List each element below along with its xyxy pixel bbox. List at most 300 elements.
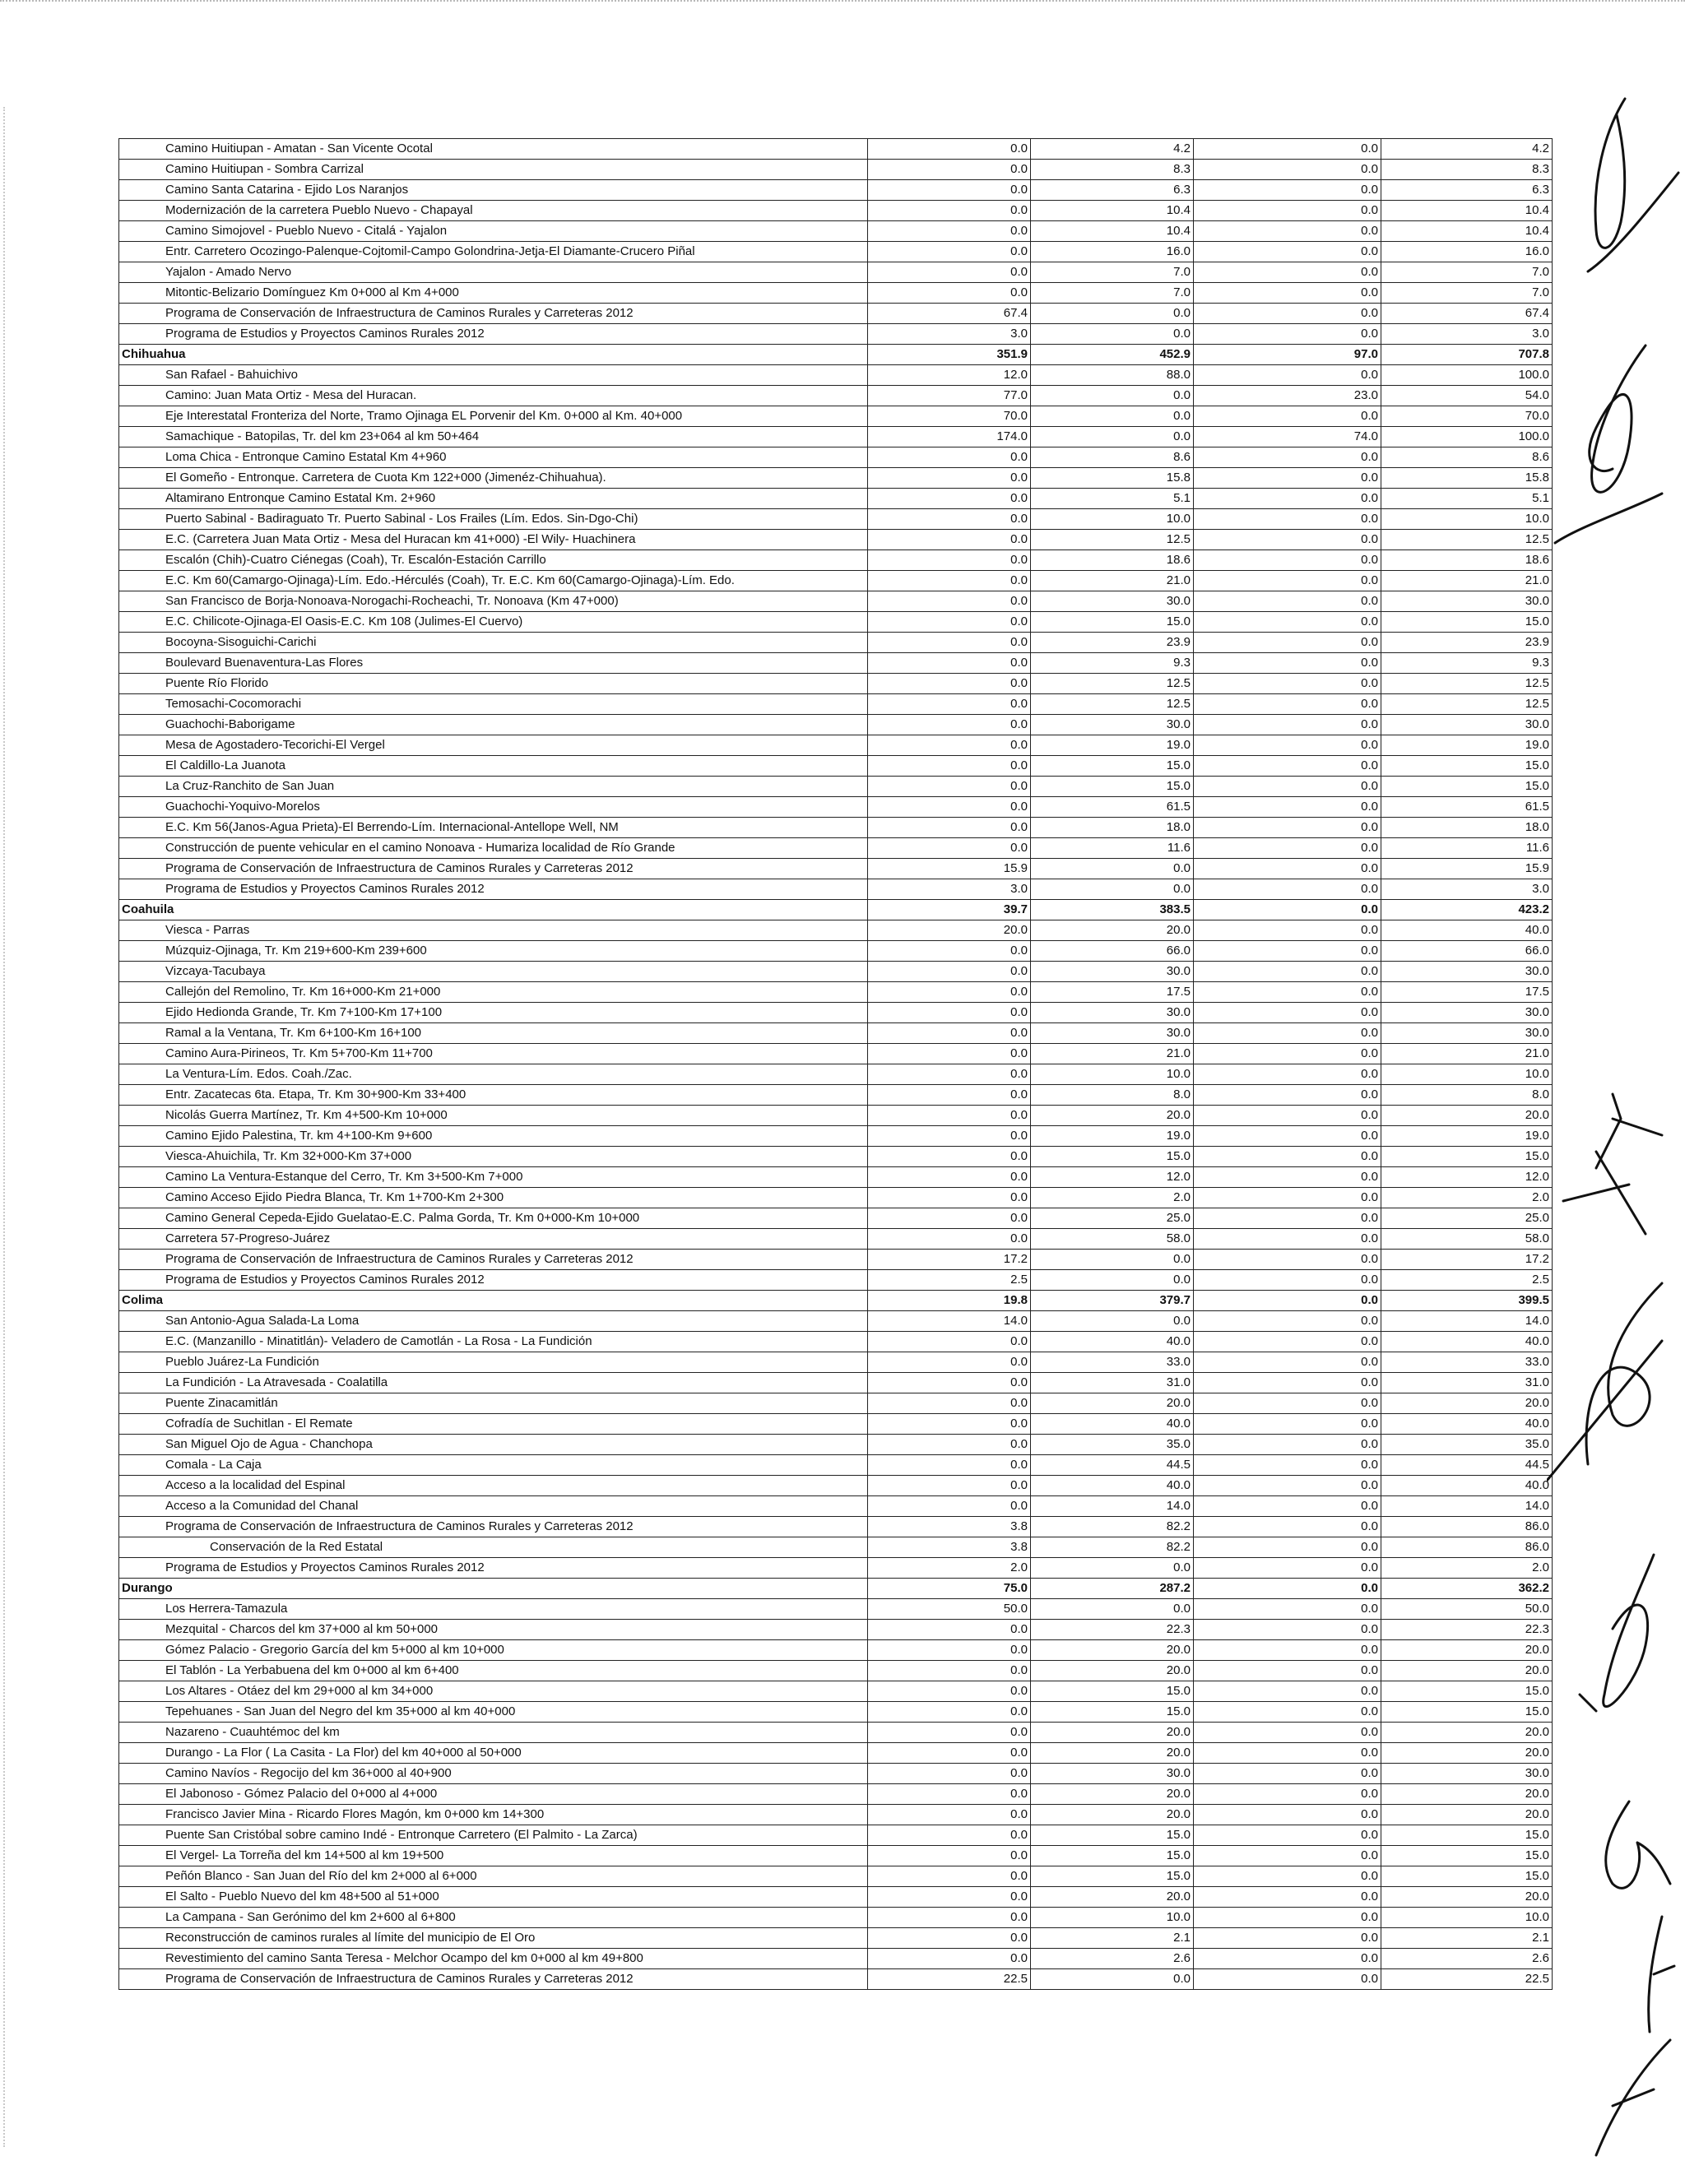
project-name-cell: Eje Interestatal Fronteriza del Norte, Tramo Ojinaga EL Porvenir del Km. 0+000 al Km. 40+000: [119, 406, 868, 427]
project-name-cell: Camino Huitiupan - Amatan - San Vicente Ocotal: [119, 139, 868, 160]
amount-cell-col4: 30.0: [1381, 1764, 1553, 1784]
amount-cell-col3: 0.0: [1194, 1496, 1381, 1517]
amount-cell-col1: 0.0: [868, 1393, 1031, 1414]
amount-cell-col3: 0.0: [1194, 1805, 1381, 1825]
table-row: [119, 1085, 1553, 1106]
amount-cell-col1: 0.0: [868, 633, 1031, 653]
amount-cell-col1: 0.0: [868, 1866, 1031, 1887]
amount-cell-col1: 0.0: [868, 1887, 1031, 1908]
amount-cell-col2: 14.0: [1031, 1496, 1194, 1517]
project-name-cell: E.C. (Carretera Juan Mata Ortiz - Mesa del Huracan km 41+000) -El Wily- Huachinera: [119, 530, 868, 550]
table-row: [119, 1928, 1553, 1949]
amount-cell-col1: 0.0: [868, 1229, 1031, 1250]
amount-cell-col3: 0.0: [1194, 962, 1381, 982]
amount-cell-col1: 0.0: [868, 694, 1031, 715]
amount-cell-col1: 0.0: [868, 1023, 1031, 1044]
project-name-cell: Vizcaya-Tacubaya: [119, 962, 868, 982]
amount-cell-col1: 0.0: [868, 1167, 1031, 1188]
amount-cell-col2: 10.4: [1031, 221, 1194, 242]
project-name-cell: Guachochi-Baborigame: [119, 715, 868, 735]
table-body: [119, 139, 1553, 1990]
amount-cell-col1: 0.0: [868, 756, 1031, 777]
amount-cell-col4: 22.3: [1381, 1620, 1553, 1640]
table-row: [119, 1229, 1553, 1250]
amount-cell-col3: 74.0: [1194, 427, 1381, 447]
amount-cell-col2: 2.6: [1031, 1949, 1194, 1969]
table-row: [119, 468, 1553, 489]
signature-3-icon: [1563, 1094, 1662, 1234]
amount-cell-col3: 0.0: [1194, 1599, 1381, 1620]
amount-cell-col2: 25.0: [1031, 1208, 1194, 1229]
amount-cell-col4: 12.5: [1381, 674, 1553, 694]
amount-cell-col2: 61.5: [1031, 797, 1194, 818]
table-row: [119, 1126, 1553, 1147]
amount-cell-col4: 54.0: [1381, 386, 1553, 406]
amount-cell-col4: 15.0: [1381, 756, 1553, 777]
project-name-cell: Carretera 57-Progreso-Juárez: [119, 1229, 868, 1250]
amount-cell-col1: 0.0: [868, 1805, 1031, 1825]
project-name-cell: Puerto Sabinal - Badiraguato Tr. Puerto Sabinal - Los Frailes (Lím. Edos. Sin-Dgo-Chi): [119, 509, 868, 530]
amount-cell-col2: 15.8: [1031, 468, 1194, 489]
amount-cell-col4: 19.0: [1381, 1126, 1553, 1147]
amount-cell-col4: 20.0: [1381, 1640, 1553, 1661]
amount-cell-col2: 20.0: [1031, 1784, 1194, 1805]
amount-cell-col2: 12.0: [1031, 1167, 1194, 1188]
amount-cell-col2: 20.0: [1031, 1723, 1194, 1743]
amount-cell-col3: 0.0: [1194, 1825, 1381, 1846]
amount-cell-col4: 17.5: [1381, 982, 1553, 1003]
state-total-row: [119, 1291, 1553, 1311]
amount-cell-col2: 21.0: [1031, 1044, 1194, 1064]
amount-cell-col1: 0.0: [868, 1846, 1031, 1866]
amount-cell-col2: 16.0: [1031, 242, 1194, 262]
amount-cell-col2: 82.2: [1031, 1517, 1194, 1537]
amount-cell-col2: 12.5: [1031, 694, 1194, 715]
project-name-cell: Programa de Conservación de Infraestructura de Caminos Rurales y Carreteras 2012: [119, 304, 868, 324]
table-row: [119, 715, 1553, 735]
table-row: [119, 1681, 1553, 1702]
amount-cell-col2: 7.0: [1031, 283, 1194, 304]
project-name-cell: Camino: Juan Mata Ortiz - Mesa del Huracan.: [119, 386, 868, 406]
amount-cell-col2: 15.0: [1031, 1702, 1194, 1723]
amount-cell-col3: 0.0: [1194, 1455, 1381, 1476]
project-name-cell: Boulevard Buenaventura-Las Flores: [119, 653, 868, 674]
amount-cell-col2: 30.0: [1031, 962, 1194, 982]
amount-cell-col3: 0.0: [1194, 1373, 1381, 1393]
project-name-cell: El Vergel- La Torreña del km 14+500 al km 19+500: [119, 1846, 868, 1866]
amount-cell-col3: 0.0: [1194, 1620, 1381, 1640]
amount-cell-col4: 19.0: [1381, 735, 1553, 756]
amount-cell-col4: 40.0: [1381, 1332, 1553, 1352]
amount-cell-col3: 0.0: [1194, 1332, 1381, 1352]
project-name-cell: Modernización de la carretera Pueblo Nuevo - Chapayal: [119, 201, 868, 221]
amount-cell-col2: 383.5: [1031, 900, 1194, 920]
amount-cell-col4: 20.0: [1381, 1106, 1553, 1126]
amount-cell-col3: 0.0: [1194, 612, 1381, 633]
amount-cell-col4: 50.0: [1381, 1599, 1553, 1620]
amount-cell-col2: 12.5: [1031, 530, 1194, 550]
table-row: [119, 1825, 1553, 1846]
amount-cell-col3: 0.0: [1194, 1085, 1381, 1106]
amount-cell-col3: 0.0: [1194, 571, 1381, 591]
amount-cell-col2: 15.0: [1031, 756, 1194, 777]
amount-cell-col1: 0.0: [868, 1373, 1031, 1393]
table-row: [119, 612, 1553, 633]
amount-cell-col1: 0.0: [868, 1681, 1031, 1702]
amount-cell-col1: 0.0: [868, 1496, 1031, 1517]
amount-cell-col1: 0.0: [868, 1825, 1031, 1846]
amount-cell-col3: 0.0: [1194, 879, 1381, 900]
amount-cell-col2: 0.0: [1031, 1599, 1194, 1620]
table-row: [119, 1723, 1553, 1743]
amount-cell-col3: 0.0: [1194, 1188, 1381, 1208]
amount-cell-col4: 423.2: [1381, 900, 1553, 920]
table-row: [119, 1064, 1553, 1085]
table-row: [119, 447, 1553, 468]
table-row: [119, 365, 1553, 386]
amount-cell-col1: 0.0: [868, 262, 1031, 283]
table-row: [119, 427, 1553, 447]
amount-cell-col1: 67.4: [868, 304, 1031, 324]
amount-cell-col4: 33.0: [1381, 1352, 1553, 1373]
amount-cell-col1: 0.0: [868, 1764, 1031, 1784]
table-row: [119, 777, 1553, 797]
amount-cell-col3: 0.0: [1194, 221, 1381, 242]
state-name-cell: Colima: [119, 1291, 868, 1311]
table-row: [119, 304, 1553, 324]
project-name-cell: Ejido Hedionda Grande, Tr. Km 7+100-Km 17+100: [119, 1003, 868, 1023]
project-name-cell: Programa de Conservación de Infraestructura de Caminos Rurales y Carreteras 2012: [119, 859, 868, 879]
project-name-cell: Camino Santa Catarina - Ejido Los Naranjos: [119, 180, 868, 201]
project-name-cell: Viesca - Parras: [119, 920, 868, 941]
table-row: [119, 920, 1553, 941]
amount-cell-col3: 0.0: [1194, 1908, 1381, 1928]
project-name-cell: Peñón Blanco - San Juan del Río del km 2+000 al 6+000: [119, 1866, 868, 1887]
amount-cell-col4: 399.5: [1381, 1291, 1553, 1311]
amount-cell-col2: 10.0: [1031, 509, 1194, 530]
amount-cell-col2: 15.0: [1031, 1147, 1194, 1167]
amount-cell-col3: 0.0: [1194, 1640, 1381, 1661]
project-name-cell: Nicolás Guerra Martínez, Tr. Km 4+500-Km 10+000: [119, 1106, 868, 1126]
table-row: [119, 1908, 1553, 1928]
amount-cell-col3: 0.0: [1194, 1208, 1381, 1229]
amount-cell-col3: 0.0: [1194, 1393, 1381, 1414]
project-name-cell: Nazareno - Cuauhtémoc del km: [119, 1723, 868, 1743]
amount-cell-col4: 30.0: [1381, 962, 1553, 982]
amount-cell-col3: 0.0: [1194, 283, 1381, 304]
amount-cell-col2: 6.3: [1031, 180, 1194, 201]
amount-cell-col4: 18.0: [1381, 818, 1553, 838]
scan-edge-top: [0, 0, 1685, 7]
amount-cell-col3: 0.0: [1194, 242, 1381, 262]
amount-cell-col3: 0.0: [1194, 530, 1381, 550]
amount-cell-col3: 0.0: [1194, 715, 1381, 735]
amount-cell-col2: 2.1: [1031, 1928, 1194, 1949]
amount-cell-col1: 0.0: [868, 1085, 1031, 1106]
amount-cell-col3: 0.0: [1194, 1229, 1381, 1250]
amount-cell-col4: 100.0: [1381, 427, 1553, 447]
amount-cell-col2: 0.0: [1031, 406, 1194, 427]
amount-cell-col1: 77.0: [868, 386, 1031, 406]
project-name-cell: Guachochi-Yoquivo-Morelos: [119, 797, 868, 818]
amount-cell-col2: 0.0: [1031, 304, 1194, 324]
amount-cell-col1: 3.8: [868, 1537, 1031, 1558]
amount-cell-col1: 0.0: [868, 530, 1031, 550]
amount-cell-col3: 0.0: [1194, 550, 1381, 571]
table-row: [119, 633, 1553, 653]
amount-cell-col2: 30.0: [1031, 1764, 1194, 1784]
amount-cell-col3: 0.0: [1194, 674, 1381, 694]
amount-cell-col3: 0.0: [1194, 324, 1381, 345]
amount-cell-col2: 15.0: [1031, 1681, 1194, 1702]
amount-cell-col1: 0.0: [868, 1188, 1031, 1208]
amount-cell-col3: 0.0: [1194, 920, 1381, 941]
amount-cell-col2: 20.0: [1031, 1805, 1194, 1825]
project-name-cell: Conservación de la Red Estatal: [119, 1537, 868, 1558]
table-row: [119, 1147, 1553, 1167]
project-name-cell: Camino Navíos - Regocijo del km 36+000 al 40+900: [119, 1764, 868, 1784]
amount-cell-col1: 0.0: [868, 1435, 1031, 1455]
amount-cell-col1: 0.0: [868, 1928, 1031, 1949]
amount-cell-col2: 18.6: [1031, 550, 1194, 571]
project-name-cell: Yajalon - Amado Nervo: [119, 262, 868, 283]
amount-cell-col2: 0.0: [1031, 1250, 1194, 1270]
table-row: [119, 139, 1553, 160]
table-row: [119, 1167, 1553, 1188]
project-name-cell: La Cruz-Ranchito de San Juan: [119, 777, 868, 797]
amount-cell-col2: 0.0: [1031, 859, 1194, 879]
amount-cell-col1: 0.0: [868, 468, 1031, 489]
amount-cell-col4: 12.0: [1381, 1167, 1553, 1188]
amount-cell-col4: 23.9: [1381, 633, 1553, 653]
amount-cell-col4: 86.0: [1381, 1537, 1553, 1558]
amount-cell-col4: 21.0: [1381, 571, 1553, 591]
table-row: [119, 1332, 1553, 1352]
table-row: [119, 1661, 1553, 1681]
table-row: [119, 1764, 1553, 1784]
amount-cell-col1: 14.0: [868, 1311, 1031, 1332]
amount-cell-col3: 0.0: [1194, 489, 1381, 509]
amount-cell-col1: 75.0: [868, 1579, 1031, 1599]
project-name-cell: Durango - La Flor ( La Casita - La Flor) del km 40+000 al 50+000: [119, 1743, 868, 1764]
amount-cell-col4: 8.3: [1381, 160, 1553, 180]
amount-cell-col4: 61.5: [1381, 797, 1553, 818]
project-name-cell: Programa de Conservación de Infraestructura de Caminos Rurales y Carreteras 2012: [119, 1517, 868, 1537]
amount-cell-col3: 0.0: [1194, 1003, 1381, 1023]
amount-cell-col3: 0.0: [1194, 1681, 1381, 1702]
amount-cell-col4: 30.0: [1381, 715, 1553, 735]
amount-cell-col1: 0.0: [868, 1476, 1031, 1496]
state-total-row: [119, 1579, 1553, 1599]
amount-cell-col2: 379.7: [1031, 1291, 1194, 1311]
amount-cell-col1: 0.0: [868, 1147, 1031, 1167]
project-name-cell: Reconstrucción de caminos rurales al límite del municipio de El Oro: [119, 1928, 868, 1949]
amount-cell-col1: 0.0: [868, 201, 1031, 221]
amount-cell-col3: 0.0: [1194, 1126, 1381, 1147]
amount-cell-col1: 0.0: [868, 674, 1031, 694]
table-row: [119, 1003, 1553, 1023]
project-name-cell: Camino Huitiupan - Sombra Carrizal: [119, 160, 868, 180]
amount-cell-col1: 0.0: [868, 509, 1031, 530]
amount-cell-col3: 0.0: [1194, 1517, 1381, 1537]
amount-cell-col1: 19.8: [868, 1291, 1031, 1311]
amount-cell-col3: 0.0: [1194, 1723, 1381, 1743]
amount-cell-col2: 15.0: [1031, 1825, 1194, 1846]
amount-cell-col3: 0.0: [1194, 633, 1381, 653]
amount-cell-col2: 88.0: [1031, 365, 1194, 386]
amount-cell-col4: 15.0: [1381, 1702, 1553, 1723]
table-row: [119, 1784, 1553, 1805]
amount-cell-col1: 0.0: [868, 447, 1031, 468]
amount-cell-col4: 3.0: [1381, 879, 1553, 900]
amount-cell-col1: 3.0: [868, 879, 1031, 900]
amount-cell-col3: 0.0: [1194, 859, 1381, 879]
amount-cell-col4: 17.2: [1381, 1250, 1553, 1270]
amount-cell-col3: 0.0: [1194, 1291, 1381, 1311]
amount-cell-col3: 0.0: [1194, 1949, 1381, 1969]
amount-cell-col1: 3.0: [868, 324, 1031, 345]
amount-cell-col4: 67.4: [1381, 304, 1553, 324]
handwritten-signatures: [1547, 82, 1685, 2180]
project-name-cell: Bocoyna-Sisoguichi-Carichi: [119, 633, 868, 653]
table-row: [119, 201, 1553, 221]
table-row: [119, 1250, 1553, 1270]
state-total-row: [119, 345, 1553, 365]
amount-cell-col2: 0.0: [1031, 879, 1194, 900]
amount-cell-col1: 0.0: [868, 160, 1031, 180]
table-row: [119, 818, 1553, 838]
amount-cell-col2: 35.0: [1031, 1435, 1194, 1455]
amount-cell-col3: 0.0: [1194, 1311, 1381, 1332]
amount-cell-col1: 0.0: [868, 1208, 1031, 1229]
amount-cell-col4: 20.0: [1381, 1723, 1553, 1743]
project-name-cell: La Fundición - La Atravesada - Coalatilla: [119, 1373, 868, 1393]
table-row: [119, 324, 1553, 345]
amount-cell-col1: 12.0: [868, 365, 1031, 386]
amount-cell-col3: 0.0: [1194, 180, 1381, 201]
amount-cell-col3: 0.0: [1194, 1352, 1381, 1373]
amount-cell-col2: 12.5: [1031, 674, 1194, 694]
table-row: [119, 406, 1553, 427]
amount-cell-col4: 40.0: [1381, 1414, 1553, 1435]
amount-cell-col3: 0.0: [1194, 304, 1381, 324]
project-name-cell: Gómez Palacio - Gregorio García del km 5+000 al km 10+000: [119, 1640, 868, 1661]
amount-cell-col1: 20.0: [868, 920, 1031, 941]
amount-cell-col1: 0.0: [868, 1044, 1031, 1064]
table-row: [119, 530, 1553, 550]
table-row: [119, 1866, 1553, 1887]
project-name-cell: Cofradía de Suchitlan - El Remate: [119, 1414, 868, 1435]
table-row: [119, 1640, 1553, 1661]
table-row: [119, 694, 1553, 715]
project-name-cell: Puente Zinacamitlán: [119, 1393, 868, 1414]
amount-cell-col2: 21.0: [1031, 571, 1194, 591]
amount-cell-col1: 0.0: [868, 982, 1031, 1003]
project-name-cell: El Gomeño - Entronque. Carretera de Cuota Km 122+000 (Jimenéz-Chihuahua).: [119, 468, 868, 489]
table-row: [119, 1188, 1553, 1208]
amount-cell-col1: 22.5: [868, 1969, 1031, 1990]
amount-cell-col1: 0.0: [868, 180, 1031, 201]
amount-cell-col1: 0.0: [868, 941, 1031, 962]
amount-cell-col4: 15.0: [1381, 612, 1553, 633]
project-name-cell: Programa de Estudios y Proyectos Caminos Rurales 2012: [119, 1270, 868, 1291]
amount-cell-col4: 31.0: [1381, 1373, 1553, 1393]
project-name-cell: Pueblo Juárez-La Fundición: [119, 1352, 868, 1373]
amount-cell-col4: 15.0: [1381, 1147, 1553, 1167]
table-row: [119, 982, 1553, 1003]
amount-cell-col4: 100.0: [1381, 365, 1553, 386]
project-name-cell: El Salto - Pueblo Nuevo del km 48+500 al 51+000: [119, 1887, 868, 1908]
project-name-cell: Entr. Zacatecas 6ta. Etapa, Tr. Km 30+900-Km 33+400: [119, 1085, 868, 1106]
amount-cell-col1: 70.0: [868, 406, 1031, 427]
table-row: [119, 1435, 1553, 1455]
table-row: [119, 797, 1553, 818]
amount-cell-col2: 40.0: [1031, 1414, 1194, 1435]
amount-cell-col2: 452.9: [1031, 345, 1194, 365]
amount-cell-col4: 10.4: [1381, 201, 1553, 221]
project-name-cell: E.C. Chilicote-Ojinaga-El Oasis-E.C. Km 108 (Julimes-El Cuervo): [119, 612, 868, 633]
amount-cell-col4: 2.5: [1381, 1270, 1553, 1291]
amount-cell-col2: 31.0: [1031, 1373, 1194, 1393]
amount-cell-col2: 30.0: [1031, 1003, 1194, 1023]
amount-cell-col2: 15.0: [1031, 1866, 1194, 1887]
amount-cell-col4: 66.0: [1381, 941, 1553, 962]
amount-cell-col2: 19.0: [1031, 735, 1194, 756]
table-row: [119, 571, 1553, 591]
table-row: [119, 591, 1553, 612]
amount-cell-col4: 2.6: [1381, 1949, 1553, 1969]
project-name-cell: Entr. Carretero Ocozingo-Palenque-Cojtomil-Campo Golondrina-Jetja-El Diamante-Crucero Piñal: [119, 242, 868, 262]
table-row: [119, 1599, 1553, 1620]
amount-cell-col3: 0.0: [1194, 1435, 1381, 1455]
amount-cell-col1: 0.0: [868, 777, 1031, 797]
amount-cell-col1: 50.0: [868, 1599, 1031, 1620]
amount-cell-col4: 30.0: [1381, 1003, 1553, 1023]
amount-cell-col1: 17.2: [868, 1250, 1031, 1270]
amount-cell-col1: 174.0: [868, 427, 1031, 447]
amount-cell-col2: 15.0: [1031, 777, 1194, 797]
amount-cell-col3: 0.0: [1194, 1044, 1381, 1064]
project-name-cell: Altamirano Entronque Camino Estatal Km. 2+960: [119, 489, 868, 509]
table-row: [119, 1414, 1553, 1435]
amount-cell-col1: 0.0: [868, 489, 1031, 509]
amount-cell-col2: 20.0: [1031, 920, 1194, 941]
amount-cell-col3: 0.0: [1194, 1023, 1381, 1044]
amount-cell-col3: 0.0: [1194, 1661, 1381, 1681]
amount-cell-col4: 30.0: [1381, 591, 1553, 612]
amount-cell-col3: 0.0: [1194, 797, 1381, 818]
table-row: [119, 1311, 1553, 1332]
amount-cell-col4: 15.0: [1381, 1681, 1553, 1702]
project-name-cell: Mitontic-Belizario Domínguez Km 0+000 al Km 4+000: [119, 283, 868, 304]
table-row: [119, 1023, 1553, 1044]
amount-cell-col2: 20.0: [1031, 1661, 1194, 1681]
amount-cell-col3: 0.0: [1194, 1558, 1381, 1579]
amount-cell-col2: 10.0: [1031, 1908, 1194, 1928]
amount-cell-col1: 0.0: [868, 1620, 1031, 1640]
amount-cell-col4: 14.0: [1381, 1311, 1553, 1332]
amount-cell-col4: 11.6: [1381, 838, 1553, 859]
table-row: [119, 1620, 1553, 1640]
amount-cell-col1: 0.0: [868, 797, 1031, 818]
amount-cell-col1: 0.0: [868, 962, 1031, 982]
table-row: [119, 879, 1553, 900]
amount-cell-col3: 0.0: [1194, 1106, 1381, 1126]
table-row: [119, 262, 1553, 283]
amount-cell-col1: 0.0: [868, 242, 1031, 262]
amount-cell-col4: 2.1: [1381, 1928, 1553, 1949]
table-row: [119, 1270, 1553, 1291]
